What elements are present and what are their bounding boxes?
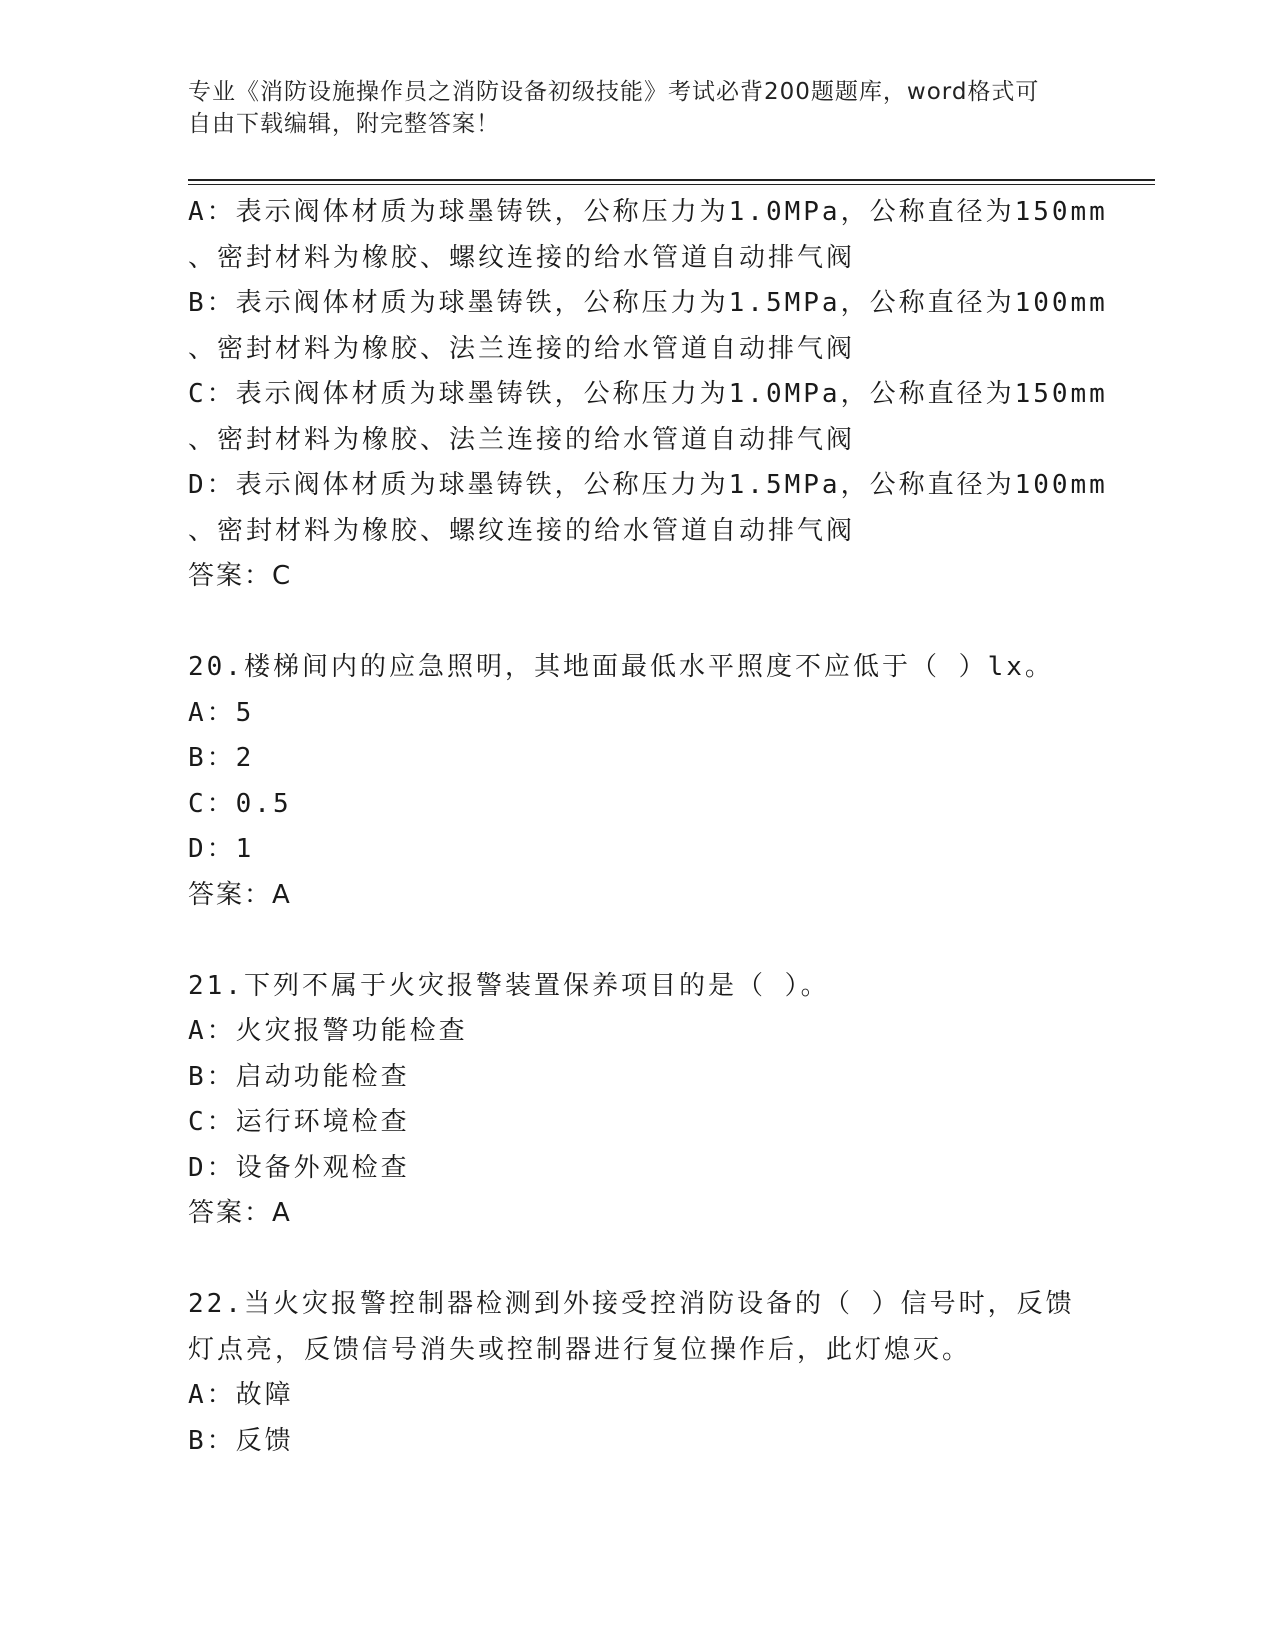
question-20 <box>188 645 1088 918</box>
document-body <box>188 190 1108 1464</box>
option-d: D：设备外观检查 <box>188 1152 410 1183</box>
option-a-line-2: 、密封材料为橡胶、螺纹连接的给水管道自动排气阀 <box>188 242 856 273</box>
answer-19: 答案：C <box>188 561 293 591</box>
option-c: C：运行环境检查 <box>188 1107 410 1137</box>
question-20-text: 20.楼梯间内的应急照明，其地面最低水平照度不应低于（ ）lx。 <box>188 652 1054 682</box>
question-21 <box>188 964 1088 1237</box>
option-a: A：故障 <box>188 1380 294 1410</box>
option-b-line-1: B：表示阀体材质为球墨铸铁，公称压力为1.5MPa，公称直径为100mm <box>188 288 1108 318</box>
page-header <box>188 76 1068 140</box>
option-b: B：反馈 <box>188 1425 294 1456</box>
option-c: C：0.5 <box>188 788 292 819</box>
option-a: A：5 <box>188 697 255 728</box>
answer-20: 答案：A <box>188 879 292 910</box>
option-c-line-1: C：表示阀体材质为球墨铸铁，公称压力为1.0MPa，公称直径为150mm <box>188 379 1108 409</box>
spacer <box>188 918 1088 964</box>
option-a-line-1: A：表示阀体材质为球墨铸铁，公称压力为1.0MPa，公称直径为150mm <box>188 197 1108 227</box>
option-b: B：2 <box>188 743 255 773</box>
option-c-line-2: 、密封材料为橡胶、法兰连接的给水管道自动排气阀 <box>188 424 856 455</box>
spacer <box>188 1237 1088 1283</box>
question-22 <box>188 1282 1088 1464</box>
question-19 <box>188 190 1108 600</box>
spacer <box>188 600 1088 646</box>
option-a: A：火灾报警功能检查 <box>188 1016 468 1046</box>
question-22-text-line-2: 灯点亮，反馈信号消失或控制器进行复位操作后，此灯熄灭。 <box>188 1334 972 1365</box>
answer-21: 答案：A <box>188 1198 292 1228</box>
option-d-line-2: 、密封材料为橡胶、螺纹连接的给水管道自动排气阀 <box>188 515 856 546</box>
question-22-text-line-1: 22.当火灾报警控制器检测到外接受控消防设备的（ ）信号时，反馈 <box>188 1289 1075 1319</box>
option-b-line-2: 、密封材料为橡胶、法兰连接的给水管道自动排气阀 <box>188 333 856 364</box>
header-title-line-2: 自由下载编辑，附完整答案！ <box>188 111 500 137</box>
header-title-line-1: 专业《消防设施操作员之消防设备初级技能》考试必背200题题库，word格式可 <box>188 79 1040 105</box>
option-d-line-1: D：表示阀体材质为球墨铸铁，公称压力为1.5MPa，公称直径为100mm <box>188 470 1108 500</box>
option-b: B：启动功能检查 <box>188 1061 410 1092</box>
option-d: D：1 <box>188 834 255 864</box>
question-21-text: 21.下列不属于火灾报警装置保养项目的是（ ）。 <box>188 970 830 1001</box>
header-divider <box>188 179 1155 185</box>
